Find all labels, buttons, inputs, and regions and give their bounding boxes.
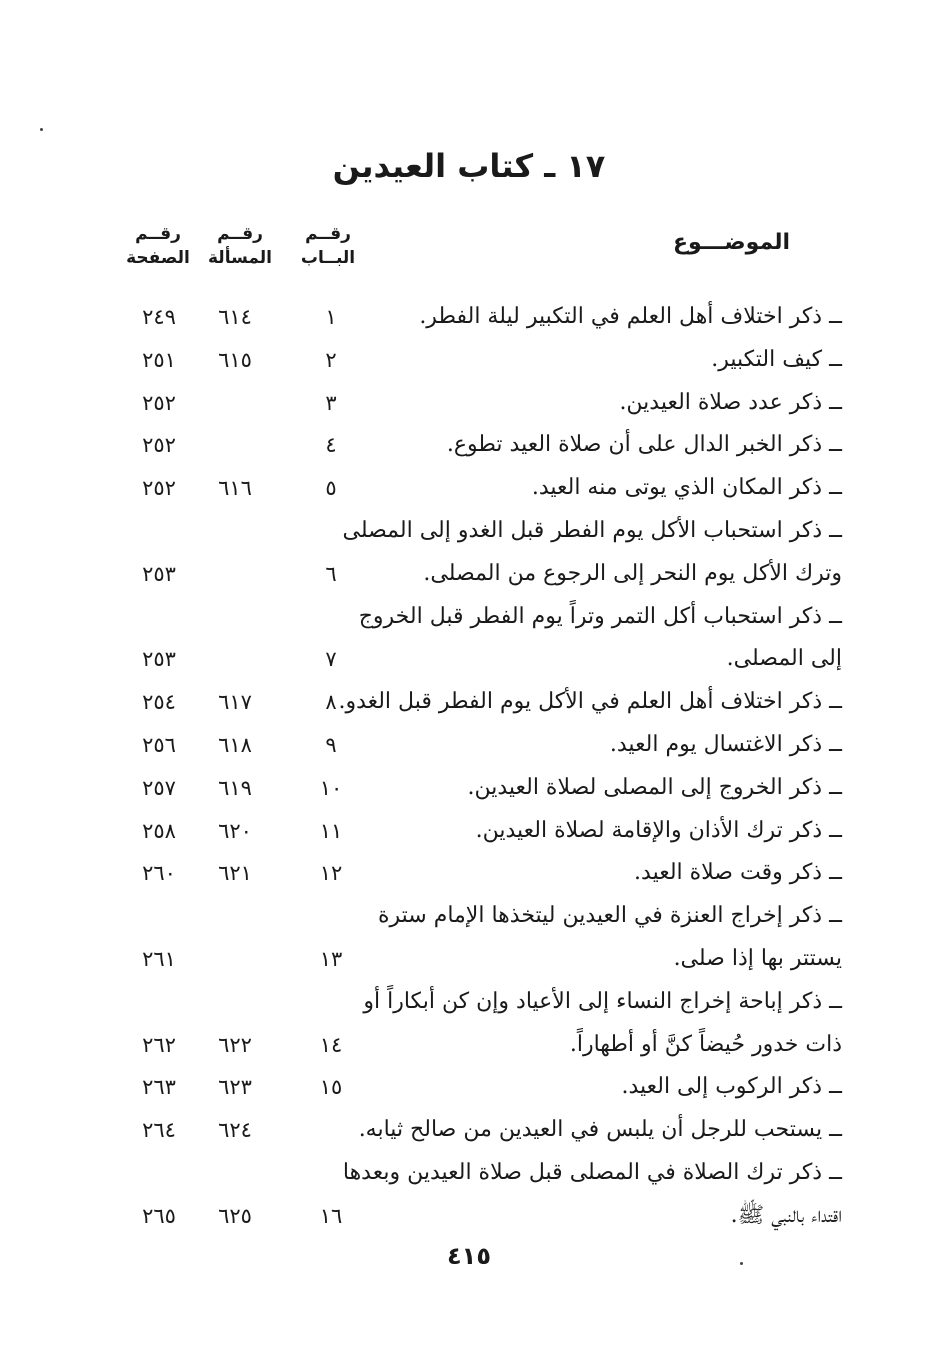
- row-page-number: ٢٦٣: [142, 1075, 176, 1100]
- header-masala-line2: المسألة: [208, 248, 272, 268]
- row-bab-number: ١٣: [319, 946, 343, 971]
- row-page-number: ٢٦٠: [142, 861, 176, 886]
- table-row: [0, 339, 938, 382]
- row-bab-number: ٥: [325, 476, 337, 501]
- row-topic: [352, 382, 842, 425]
- row-bab-number: ٩: [325, 732, 337, 757]
- header-bab: [278, 222, 378, 270]
- row-page-number: ٢٥٣: [142, 647, 176, 672]
- row-topic-line: ــ ذكر الركوب إلى العيد.: [621, 1074, 842, 1100]
- row-masala-number: ٦٢١: [218, 861, 252, 886]
- row-masala-number: ٦٢٤: [218, 1118, 252, 1143]
- row-topic: [352, 810, 842, 853]
- row-page-number: ٢٦٤: [142, 1118, 176, 1143]
- row-masala-number: ٦٢٢: [218, 1032, 252, 1057]
- row-topic: [352, 339, 842, 382]
- row-page-number: ٢٥٢: [142, 433, 176, 458]
- header-topic: الموضـــوع: [673, 230, 790, 255]
- row-topic: [352, 424, 842, 467]
- row-topic: [352, 1109, 842, 1152]
- table-row: [0, 424, 938, 467]
- row-topic-line: ــ ذكر الخروج إلى المصلى لصلاة العيدين.: [467, 774, 842, 800]
- row-bab-number: ١٥: [319, 1075, 343, 1100]
- row-masala-number: ٦٢٣: [218, 1075, 252, 1100]
- row-topic-line: ــ ذكر استحباب أكل التمر وتراً يوم الفطر قبل الخروج: [358, 603, 842, 629]
- row-page-number: ٢٥٤: [142, 690, 176, 715]
- row-page-number: ٢٥٣: [142, 561, 176, 586]
- table-row: [0, 810, 938, 853]
- row-bab-number: ٦: [325, 561, 337, 586]
- row-bab-number: ٣: [325, 390, 337, 415]
- scan-speck: [40, 128, 43, 131]
- row-bab-number: ١٦: [319, 1203, 343, 1228]
- row-page-number: ٢٥٦: [142, 732, 176, 757]
- table-row: [0, 510, 938, 596]
- row-masala-number: ٦١٤: [218, 305, 252, 329]
- row-masala-number: ٦١٧: [218, 690, 252, 715]
- row-topic: [352, 895, 842, 981]
- row-topic: [338, 681, 842, 724]
- row-topic-line: ــ ذكر الاغتسال يوم العيد.: [609, 731, 842, 757]
- table-row: [0, 981, 938, 1067]
- table-row: [0, 852, 938, 895]
- table-row: [0, 1152, 938, 1238]
- row-bab-number: ١٠: [319, 775, 343, 800]
- row-topic-line: ــ يستحب للرجل أن يلبس في العيدين من صالح ثيابه.: [358, 1117, 842, 1143]
- row-masala-number: ٦١٥: [218, 347, 252, 372]
- page-number: ٤١٥: [447, 1242, 491, 1270]
- table-row: [0, 895, 938, 981]
- row-page-number: ٢٥٨: [142, 818, 176, 843]
- row-topic-line: ــ ذكر ترك الصلاة في المصلى قبل صلاة العيدين وبعدها: [342, 1159, 842, 1185]
- row-topic-line: ــ ذكر اختلاف أهل العلم في الأكل يوم الفطر قبل الغدو.: [338, 689, 842, 715]
- row-topic-line: ذات خدور حُيضاً كنَّ أو أطهاراً.: [569, 1031, 842, 1057]
- row-topic-line: إلى المصلى.: [726, 646, 842, 672]
- row-bab-number: ٨: [325, 690, 337, 715]
- row-topic: [352, 467, 842, 510]
- row-topic-line: ــ ذكر إباحة إخراج النساء إلى الأعياد وإن كن أبكاراً أو: [363, 988, 842, 1014]
- table-row: [0, 296, 938, 339]
- row-masala-number: ٦١٦: [218, 476, 252, 501]
- table-row: [0, 681, 938, 724]
- row-topic: [352, 981, 842, 1067]
- row-topic-line: ــ ذكر ترك الأذان والإقامة لصلاة العيدين.: [475, 817, 842, 843]
- row-topic-line: ــ ذكر استحباب الأكل يوم الفطر قبل الغدو إلى المصلى: [342, 517, 842, 543]
- row-topic-line: ــ كيف التكبير.: [711, 346, 842, 372]
- row-topic-line: اقتداء بالنبي ﷺ.: [730, 1202, 842, 1228]
- row-bab-number: ٤: [325, 433, 337, 458]
- row-masala-number: ٦٢٥: [218, 1203, 252, 1228]
- row-masala-number: ٦٢٠: [218, 818, 252, 843]
- row-page-number: ٢٦٥: [142, 1203, 176, 1228]
- row-topic: [342, 1152, 842, 1238]
- row-topic: [352, 1066, 842, 1109]
- row-bab-number: ١١: [319, 818, 343, 843]
- row-topic-line: ــ ذكر وقت صلاة العيد.: [634, 860, 842, 886]
- row-page-number: ٢٥٢: [142, 390, 176, 415]
- table-row: [0, 1066, 938, 1109]
- row-bab-number: ١: [325, 305, 337, 329]
- table-row: [0, 596, 938, 682]
- row-bab-number: ١٢: [319, 861, 343, 886]
- row-topic: [352, 724, 842, 767]
- row-topic-line: ــ ذكر اختلاف أهل العلم في التكبير ليلة الفطر.: [419, 304, 842, 329]
- row-topic-line: ــ ذكر عدد صلاة العيدين.: [619, 389, 842, 415]
- row-page-number: ٢٦٢: [142, 1032, 176, 1057]
- row-bab-number: ٧: [325, 647, 337, 672]
- row-topic-line: ــ ذكر المكان الذي يوتى منه العيد.: [531, 475, 842, 501]
- row-topic: [342, 510, 842, 596]
- row-bab-number: ١٤: [319, 1032, 343, 1057]
- row-topic: [352, 852, 842, 895]
- row-bab-number: ٢: [325, 347, 337, 372]
- row-topic-line: ــ ذكر الخبر الدال على أن صلاة العيد تطوع.: [446, 432, 842, 458]
- row-page-number: ٢٥٧: [142, 775, 176, 800]
- header-bab-line2: البــاب: [300, 248, 356, 268]
- row-topic: [352, 596, 842, 682]
- contents-table: [0, 296, 938, 1238]
- row-topic-line: يستتر بها إذا صلى.: [673, 945, 842, 971]
- table-row: [0, 1109, 938, 1152]
- row-masala-number: ٦١٨: [218, 732, 252, 757]
- row-masala-number: ٦١٩: [218, 775, 252, 800]
- row-page-number: ٢٤٩: [142, 305, 176, 329]
- header-safha-line2: الصفحة: [126, 248, 190, 268]
- table-row: [0, 382, 938, 425]
- row-topic: [352, 767, 842, 810]
- table-row: [0, 724, 938, 767]
- row-page-number: ٢٥٢: [142, 476, 176, 501]
- table-row: [0, 767, 938, 810]
- scan-speck: [740, 1262, 743, 1265]
- table-row: [0, 467, 938, 510]
- row-page-number: ٢٥١: [142, 347, 176, 372]
- header-safha: [108, 222, 208, 270]
- header-masala-line1: رقــم: [217, 224, 263, 244]
- row-topic: [352, 296, 842, 339]
- header-safha-line1: رقــم: [135, 224, 181, 244]
- page-title: ١٧ ـ كتاب العيدين: [332, 147, 606, 185]
- row-topic-line: وترك الأكل يوم النحر إلى الرجوع من المصلى.: [423, 560, 842, 586]
- row-page-number: ٢٦١: [142, 946, 176, 971]
- header-bab-line1: رقــم: [305, 224, 351, 244]
- row-topic-line: ــ ذكر إخراج العنزة في العيدين ليتخذها الإمام سترة: [377, 903, 842, 929]
